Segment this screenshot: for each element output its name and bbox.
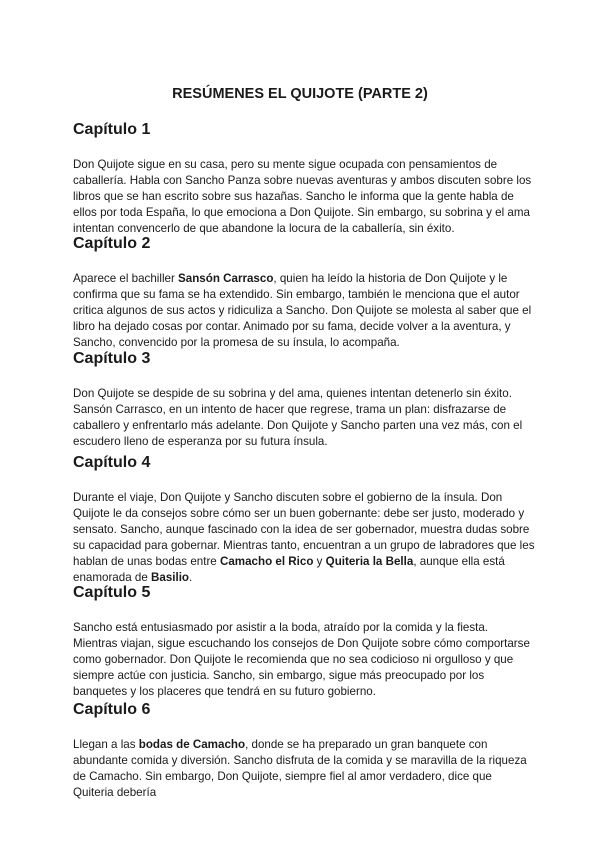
text-run: Don Quijote sigue en su casa, pero su mente sigue ocupada con pensamientos de caballería. Habla con Sancho Panza sobre nuevas aventuras y ambos discuten sobre los libros que se han escrito sobre sus hazañas. Sancho le informa que la gente habla de ellos por toda España, lo que emociona a Don Quijote. Sin embargo, su sobrina y el ama intentan convencerlo de que abandone la locura de la caballería, sin éxito. [73,158,532,236]
chapter-heading: Capítulo 5 [73,584,151,601]
chapter-heading: Capítulo 1 [73,121,151,138]
chapter-summary [73,157,535,237]
text-run: Sancho está entusiasmado por asistir a la boda, atraído por la comida y la fiesta. Mientras viajan, sigue escuchando los consejos de Don Quijote sobre cómo comportarse como gobernador. Don Quijote le recomienda que no sea codicioso ni orgulloso y que siempre actúe con justicia. Sancho, sin embargo, sigue más preocupado por los banquetes y los placeres que tendrá en su futuro gobierno. [73,621,530,699]
text-run: , quien ha leído la historia de Don Quijote y le confirma que su fama se ha extendido. Sin embargo, también le menciona que el autor critica algunos de sus actos y ridiculiza a Sancho. Don Quijote se molesta al saber que el libro ha dejado cosas por contar. Animado por su fama, decide volver a la aventura, y Sancho, convencido por la promesa de su ínsula, lo acompaña. [73,272,532,350]
chapter-section [73,701,535,801]
bold-name: Quiteria la Bella [325,555,414,569]
chapter-heading: Capítulo 6 [73,701,151,718]
text-run: , donde se ha preparado un gran banquete con abundante comida y diversión. Sancho disfruta de la comida y se maravilla de la riqueza de Camacho. Sin embargo, Don Quijote, siempre fiel al amor verdadero, dice que Quiteria debería [73,738,527,800]
bold-name: bodas de Camacho [138,738,246,751]
text-run: Don Quijote se despide de su sobrina y del ama, quienes intentan detenerlo sin éxito. Sansón Carrasco, en un intento de hacer que regrese, trama un plan: disfrazarse de caballero y enfrentarlo más adelante. Don Quijote y Sancho parten una vez más, con el escudero lleno de esperanza por su futura ínsula. [73,387,523,449]
text-run: , aunque ella está enamorada de [73,555,505,585]
chapter-heading: Capítulo 2 [73,235,151,252]
chapter-section [73,235,535,351]
chapter-section [73,584,535,700]
chapter-summary [73,490,535,587]
bold-name: Camacho el Rico [219,555,314,569]
text-run: Durante el viaje, Don Quijote y Sancho discuten sobre el gobierno de la ínsula. Don Quijote le da consejos sobre cómo ser un buen gobernante: debe ser justo, moderado y sensato. Sancho, aunque fascinado con la idea de ser gobernador, muestra dudas sobre su capacidad para gobernar. Mientras tanto, encuentran a un grupo de labradores que les hablan de unas bodas entre [73,491,535,569]
chapter-summary [73,620,535,700]
chapter-section [73,454,535,587]
chapter-summary [73,271,535,351]
chapter-heading: Capítulo 3 [73,350,151,367]
text-run: y [313,555,326,569]
chapter-summary [73,386,535,450]
chapter-section [73,121,535,237]
text-run: Aparece el bachiller [73,272,179,285]
bold-name: Basilio [151,571,190,585]
bold-name: Sansón Carrasco [178,272,274,285]
chapter-summary [73,737,535,801]
text-run: . [189,571,193,585]
chapter-heading: Capítulo 4 [73,454,151,471]
chapter-section [73,350,535,450]
document-title: RESÚMENES EL QUIJOTE (PARTE 2) [172,86,428,102]
text-run: Llegan a las [73,738,139,751]
